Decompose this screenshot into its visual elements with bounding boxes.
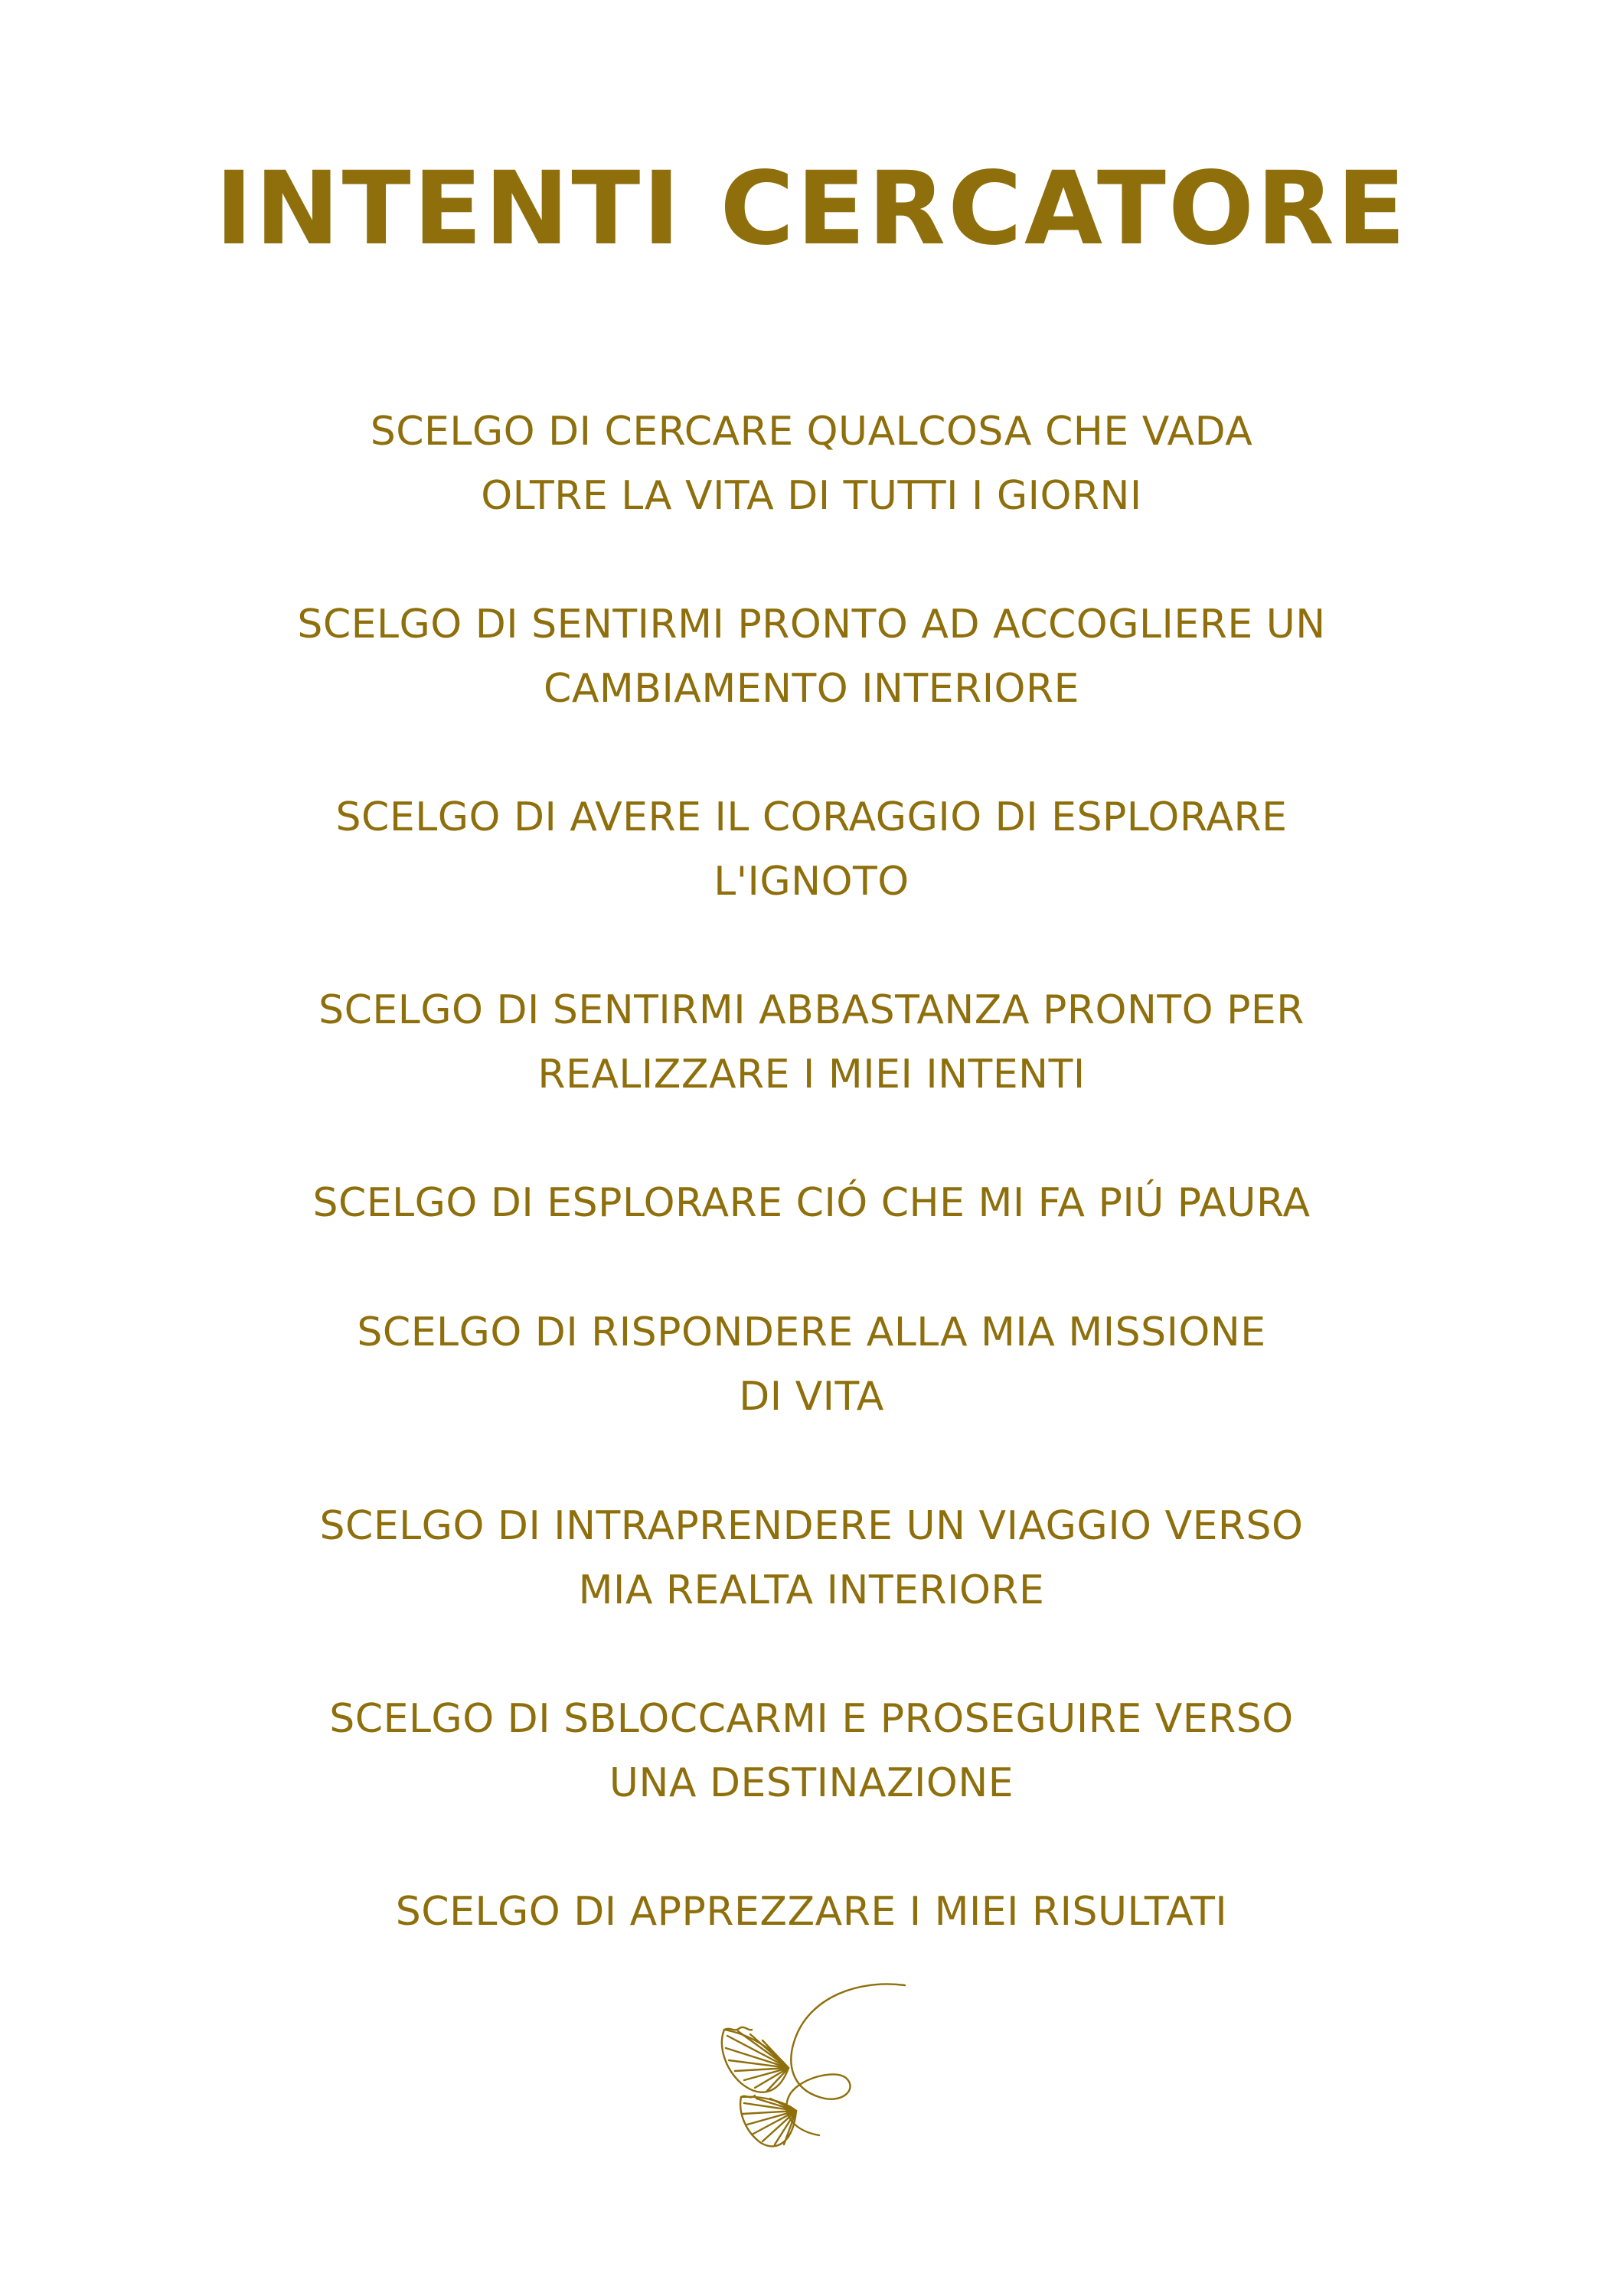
intent-line: OLTRE LA VITA DI TUTTI I GIORNI — [481, 473, 1142, 519]
intent-item — [0, 1300, 1623, 1429]
intent-line: REALIZZARE I MIEI INTENTI — [537, 1052, 1086, 1097]
intent-line: SCELGO DI APPREZZARE I MIEI RISULTATI — [395, 1889, 1228, 1935]
intent-item — [0, 1880, 1623, 1944]
intent-item — [0, 400, 1623, 528]
intent-item — [0, 1687, 1623, 1815]
intent-item — [0, 1494, 1623, 1623]
intent-line: SCELGO DI SENTIRMI ABBASTANZA PRONTO PER — [318, 987, 1305, 1033]
intent-line: SCELGO DI SENTIRMI PRONTO AD ACCOGLIERE UN — [297, 602, 1326, 647]
intent-line: L'IGNOTO — [714, 859, 909, 905]
intent-line: SCELGO DI ESPLORARE CIÓ CHE MI FA PIÚ PAURA — [312, 1180, 1311, 1226]
ginkgo-leaf-icon — [704, 1982, 911, 2166]
intent-line: SCELGO DI AVERE IL CORAGGIO DI ESPLORARE — [335, 794, 1288, 840]
intent-line: SCELGO DI SBLOCCARMI E PROSEGUIRE VERSO — [329, 1696, 1294, 1742]
intent-line: SCELGO DI CERCARE QUALCOSA CHE VADA — [370, 409, 1253, 455]
intent-line: UNA DESTINAZIONE — [609, 1760, 1014, 1806]
intent-line: DI VITA — [739, 1374, 884, 1420]
intent-line: CAMBIAMENTO INTERIORE — [544, 666, 1079, 712]
intent-line: MIA REALTA INTERIORE — [578, 1567, 1045, 1613]
intent-item — [0, 592, 1623, 721]
intent-item — [0, 785, 1623, 914]
intent-item — [0, 978, 1623, 1107]
page-title: INTENTI CERCATORE — [215, 150, 1408, 268]
intent-line: SCELGO DI RISPONDERE ALLA MIA MISSIONE — [357, 1309, 1266, 1355]
intent-item — [0, 1171, 1623, 1235]
intent-line: SCELGO DI INTRAPRENDERE UN VIAGGIO VERSO — [319, 1503, 1304, 1549]
